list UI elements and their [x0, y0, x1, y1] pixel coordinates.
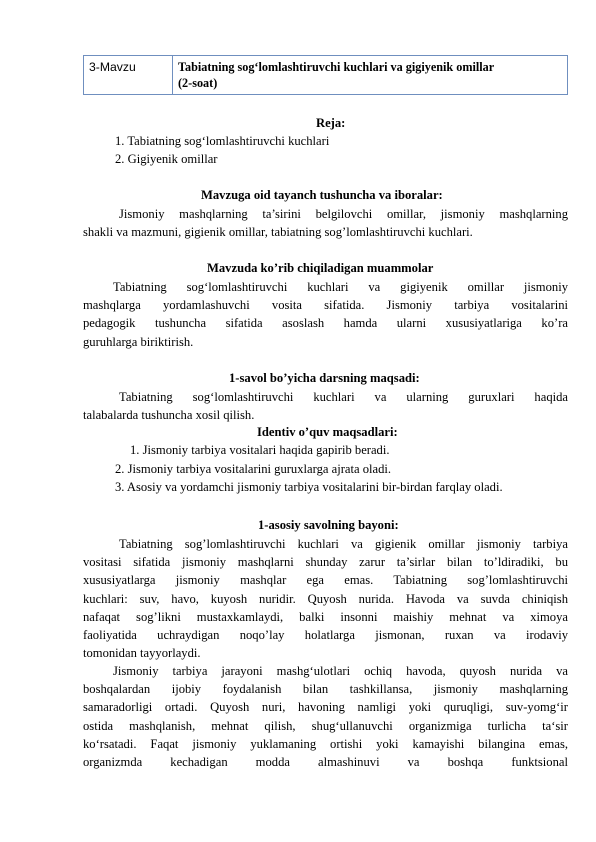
- plan-item-1: 1. Tabiatning sog‘lomlashtiruvchi kuchlari: [115, 134, 330, 148]
- main-line: Jismoniy tarbiya jarayoni mashg‘ulotlari ochiq havoda, quyosh nurida va: [113, 664, 568, 678]
- main-line: nafaqat sog’likni mustaxkamlaydi, balki insonni maishiy mehnat va ximoya: [83, 609, 568, 624]
- goal-paragraph: [83, 388, 568, 424]
- concepts-paragraph: [83, 205, 568, 241]
- concepts-line: shakli va mazmuni, gigienik omillar, tabiatning sog’lomlashtiruvchi kuchlari.: [83, 225, 473, 240]
- main-line: samaradorligi ortadi. Quyosh nuri, havoning namligi yoki quruqligi, suv-yomg‘ir: [83, 700, 568, 715]
- concepts-line: Jismoniy mashqlarning ta’sirini belgilovchi omillar, jismoniy mashqlarning: [119, 207, 568, 221]
- main-line: xususiyatlarga jismoniy mashqlar ega emas. Tabiatning sog’lomlashtiruvchi: [83, 573, 568, 588]
- problems-line: Tabiatning sog‘lomlashtiruvchi kuchlari va gigiyenik omillar jismoniy: [113, 280, 568, 294]
- plan-heading: Reja:: [316, 116, 346, 130]
- topic-title-line1: Tabiatning sog‘lomlashtiruvchi kuchlari va gigiyenik omillar: [178, 60, 495, 74]
- goal-heading: 1-savol bo’yicha darsning maqsadi:: [229, 371, 420, 385]
- plan-item-2: 2. Gigiyenik omillar: [115, 152, 218, 166]
- main-line: kuchlari: suv, havo, kuyosh nuridir. Quyosh nurida. Havoda va suvda chiniqish: [83, 591, 568, 606]
- main-line: faoliyatida uchraydigan noqo’lay holatlarga jismonan, ruxan va irodaviy: [83, 627, 568, 642]
- topic-title-line2: (2-soat): [178, 76, 218, 90]
- identity-item-3: 3. Asosiy va yordamchi jismoniy tarbiya vositalarini bir-birdan farqlay oladi.: [115, 480, 503, 494]
- main-line: tomonidan tayyorlaydi.: [83, 646, 201, 661]
- topic-number: 3-Mavzu: [84, 56, 173, 95]
- problems-paragraph: [83, 278, 568, 351]
- main-heading: 1-asosiy savolning bayoni:: [258, 518, 399, 532]
- topic-table: [83, 55, 568, 95]
- main-paragraph-2: [83, 662, 568, 771]
- identity-heading: Identiv o’quv maqsadlari:: [257, 425, 398, 439]
- identity-item-1: 1. Jismoniy tarbiya vositalari haqida gapirib beradi.: [130, 443, 390, 457]
- problems-heading: Mavzuda ko’rib chiqiladigan muammolar: [207, 261, 434, 275]
- main-line: organizmda kechadigan modda almashinuvi va boshqa funktsional: [83, 754, 568, 769]
- problems-line: mashqlarga yordamlashuvchi vosita sifatida. Jismoniy tarbiya vositalarini: [83, 298, 568, 313]
- main-paragraph-1: [83, 535, 568, 662]
- goal-line: Tabiatning sog‘lomlashtiruvchi kuchlari va ularning guruxlari haqida: [119, 390, 568, 404]
- goal-line: talabalarda tushuncha xosil qilish.: [83, 408, 255, 423]
- problems-line: pedagogik tushuncha sifatida asoslash hamda ularni xususiyatlariga ko’ra: [83, 316, 568, 331]
- main-line: ostida mashqlanish, mehnat qilish, shug‘ullanuvchi organizmiga turlicha ta‘sir: [83, 718, 568, 733]
- main-line: ko‘rsatadi. Faqat jismoniy yuklamaning ortishi yoki kamayishi bilangina emas,: [83, 736, 568, 751]
- main-line: vositasi sifatida jismoniy mashqlarni shunday zarur ta’sirlar bilan to’ldiradiki, bu: [83, 555, 568, 570]
- identity-item-2: 2. Jismoniy tarbiya vositalarini guruxlarga ajrata oladi.: [115, 462, 392, 476]
- concepts-heading: Mavzuga oid tayanch tushuncha va iboralar:: [201, 188, 443, 202]
- main-line: boshqalardan ijobiy foydalanish bilan tashkillansa, jismoniy mashqlarning: [83, 682, 568, 697]
- problems-line: guruhlarga biriktirish.: [83, 334, 194, 349]
- main-line: Tabiatning sog’lomlashtiruvchi kuchlari va gigienik omillar jismoniy tarbiya: [119, 537, 568, 551]
- topic-title: [173, 56, 568, 95]
